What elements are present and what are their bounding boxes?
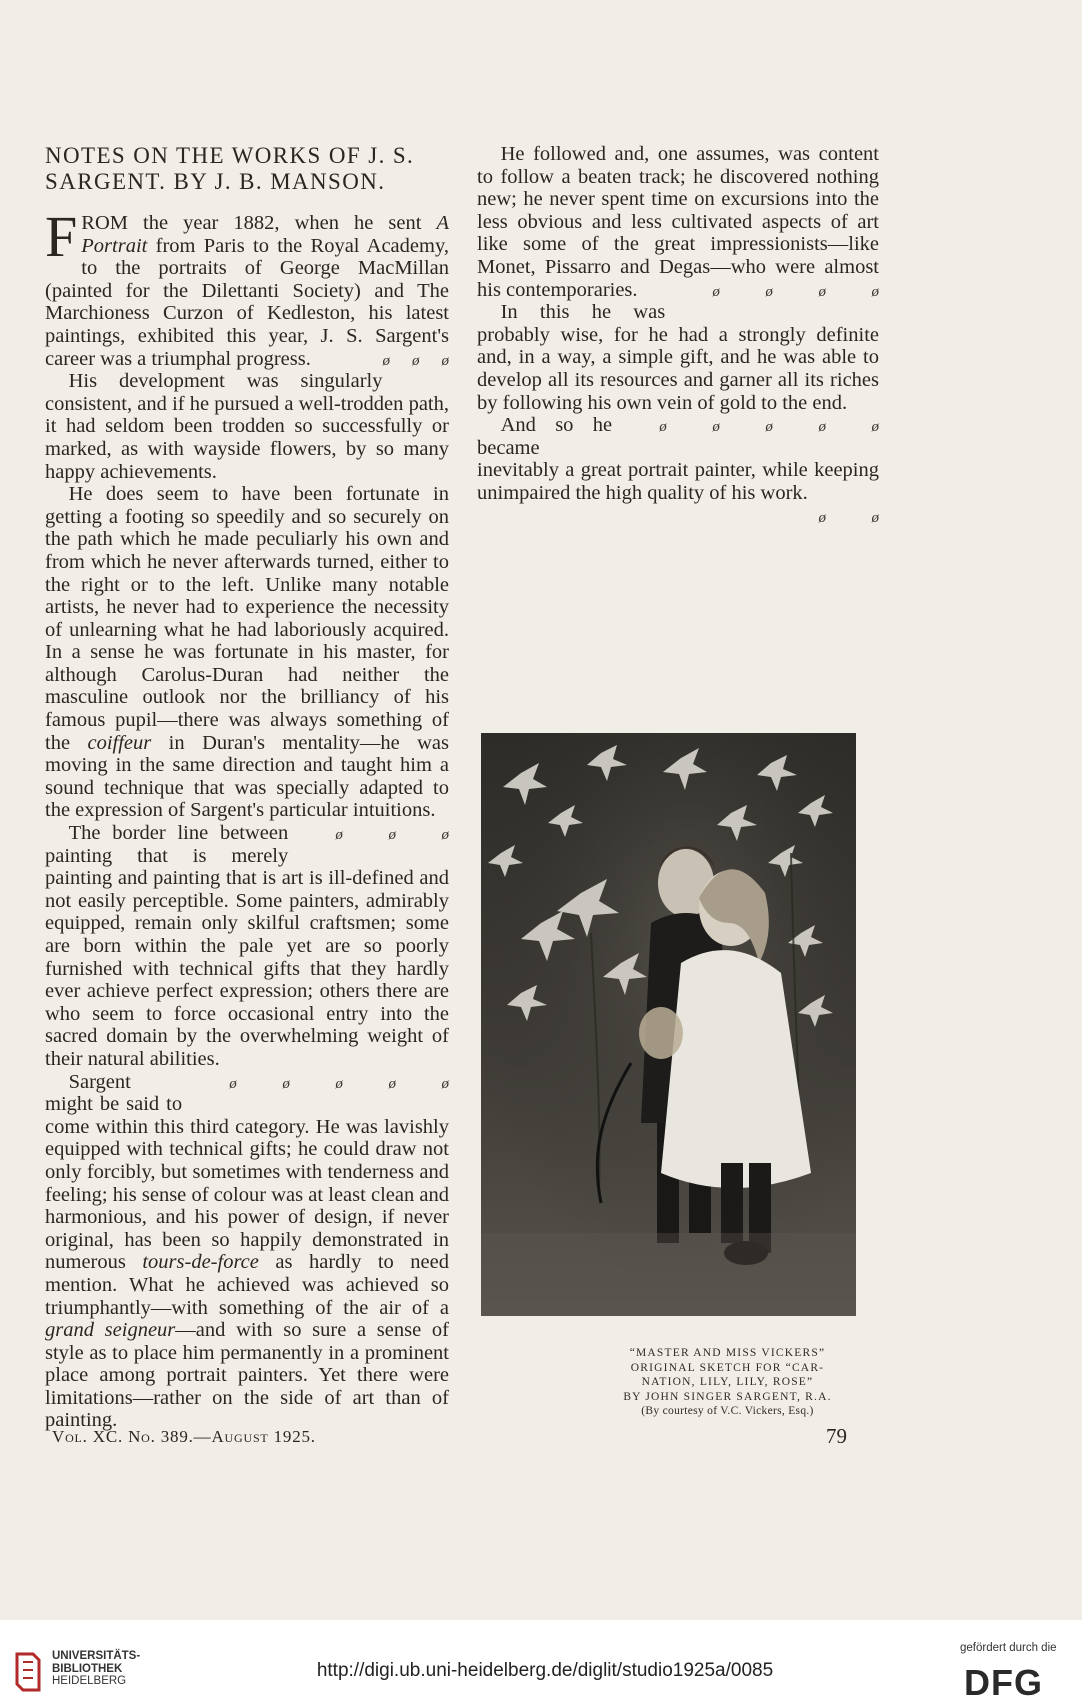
paragraph-2: His development was singularly consistent, and if he pursued a well-trodden path, it had seldom been trodden so successfully or marked, as with wayside flowers, by so many happy achievements. [45,370,449,483]
ornament-icon: ø [765,419,773,436]
caption-courtesy: (By courtesy of V.C. Vickers, Esq.) [641,1405,814,1417]
ornament-icon: ø [765,283,773,300]
ornament-icon: ø [441,1075,449,1092]
left-column [45,143,449,1432]
caption-line-4: BY JOHN SINGER SARGENT, R.A. [623,1390,832,1403]
ornament-icon: ø [871,509,879,526]
ornament-group [665,279,879,304]
caption-line-2: ORIGINAL SKETCH FOR “CAR- [630,1361,825,1374]
digitization-footer [0,1620,1082,1705]
ornament-icon: ø [818,509,826,526]
ornament-icon: ø [712,419,720,436]
library-logo-icon [13,1650,43,1694]
ornament-icon: ø [388,1075,396,1092]
funding-label: gefördert durch die [960,1642,1057,1654]
ornament-icon: ø [335,827,343,844]
ornament-group [383,348,450,373]
ornament-icon: ø [335,1075,343,1092]
painting-reproduction [481,733,856,1316]
ornament-icon: ø [818,419,826,436]
paragraph-6: He followed and, one assumes, was content to follow a beaten track; he discovered nothing new; he never spent time on excursions into the less obvious and less cultivated aspects of art like some of the great impressionists—like Monet, Pissarro and Degas—who were almost his contemporaries. ø ø ø ø [477,143,879,301]
figure-caption [590,1346,865,1419]
ornament-icon: ø [441,827,449,844]
ornament-icon: ø [282,1075,290,1092]
ornament-icon: ø [388,827,396,844]
painting-illustration [481,733,856,1316]
paragraph-8: And so he became inevitably a great portrait painter, while keeping unimpaired the high quality of his work. ø ø [477,414,879,504]
article-title: NOTES ON THE WORKS OF J. S. SARGENT. BY J. B. MANSON. [45,143,415,194]
paragraph-3: He does seem to have been fortunate in getting a footing so speedily and so securely on the path which he made peculiarly his own and from which he never afterwards turned, either to the right or to the left. Unlike many notable artists, he never had to experience the necessity of unlearning what he had laboriously acquired. In a sense he was fortunate in his master, for although Carolus-Duran had neither the masculine outlook nor the brilliancy of his famous pupil—there was always something of the coiffeur in Duran's mentality—he was moving in the same direction and taught him a sound technique that was specially adapted to the expression of Sargent's particular intuitions. ø ø ø [45,483,449,822]
ornament-group [182,1071,449,1096]
ornament-icon: ø [441,352,449,369]
caption-line-3: NATION, LILY, LILY, ROSE” [641,1376,814,1388]
source-url-link[interactable]: http://digi.ub.uni-heidelberg.de/diglit/studio1925a/0085 [316,1660,774,1681]
dfg-logo: DFG [964,1662,1043,1703]
ornament-group [288,822,449,847]
ornament-icon: ø [712,283,720,300]
page-number: 79 [826,1424,847,1448]
ornament-icon: ø [659,419,667,436]
drop-cap: F [45,204,78,269]
ornament-icon: ø [871,283,879,300]
right-column [477,143,879,529]
ornament-icon: ø [412,352,420,369]
issue-folio: Vol. XC. No. 389.—August 1925. [52,1427,316,1446]
ornament-icon: ø [382,352,390,369]
caption-line-1: “MASTER AND MISS VICKERS” [629,1347,826,1359]
paragraph-7: In this he was probably wise, for he had a strongly definite and, in a way, a simple gift, and he was able to develop all its resources and garner all its riches by following his own vein of gold to the end. ø ø ø ø ø [477,301,879,414]
library-name: UNIVERSITÄTS- BIBLIOTHEK HEIDELBERG [52,1650,141,1687]
paragraph-1: FROM the year 1882, when he sent A Portrait from Paris to the Royal Academy, to the portraits of George MacMillan (painted for the Dilettanti Society) and The Marchioness Curzon of Kedleston, his latest paintings, exhibited this year, J. S. Sargent's career was a triumphal progress. ø ø ø [45,212,449,370]
ornament-group [612,414,879,439]
paragraph-5: Sargent might be said to come within this third category. He was lavishly equipped with technical gifts; he could draw not only forcibly, but sometimes with tenderness and feeling; his sense of colour was at least clean and harmonious, and his power of design, if never original, has been so happily demonstrated in numerous tours-de-force as hardly to need mention. What he achieved was achieved so triumphantly—with something of the air of a grand seigneur—and with so sure a sense of style as to place him permanently in a prominent place among portrait painters. Yet there were limitations—rather on the side of art than of painting. [45,1070,449,1432]
paragraph-4: The border line between painting that is merely painting and painting that is art is ill-defined and not easily perceptible. Some painters, admirably equipped, remain only skilful craftsmen; some are born within the pale yet are so poorly furnished with technical gifts that they hardly ever achieve perfect expression; others there are who seem to force occasional entry into the sacred domain by the overwhelming weight of their natural abilities. ø ø ø ø ø [45,822,449,1071]
ornament-icon: ø [871,419,879,436]
ornament-icon: ø [818,283,826,300]
ornament-group [771,505,879,530]
ornament-icon: ø [229,1075,237,1092]
